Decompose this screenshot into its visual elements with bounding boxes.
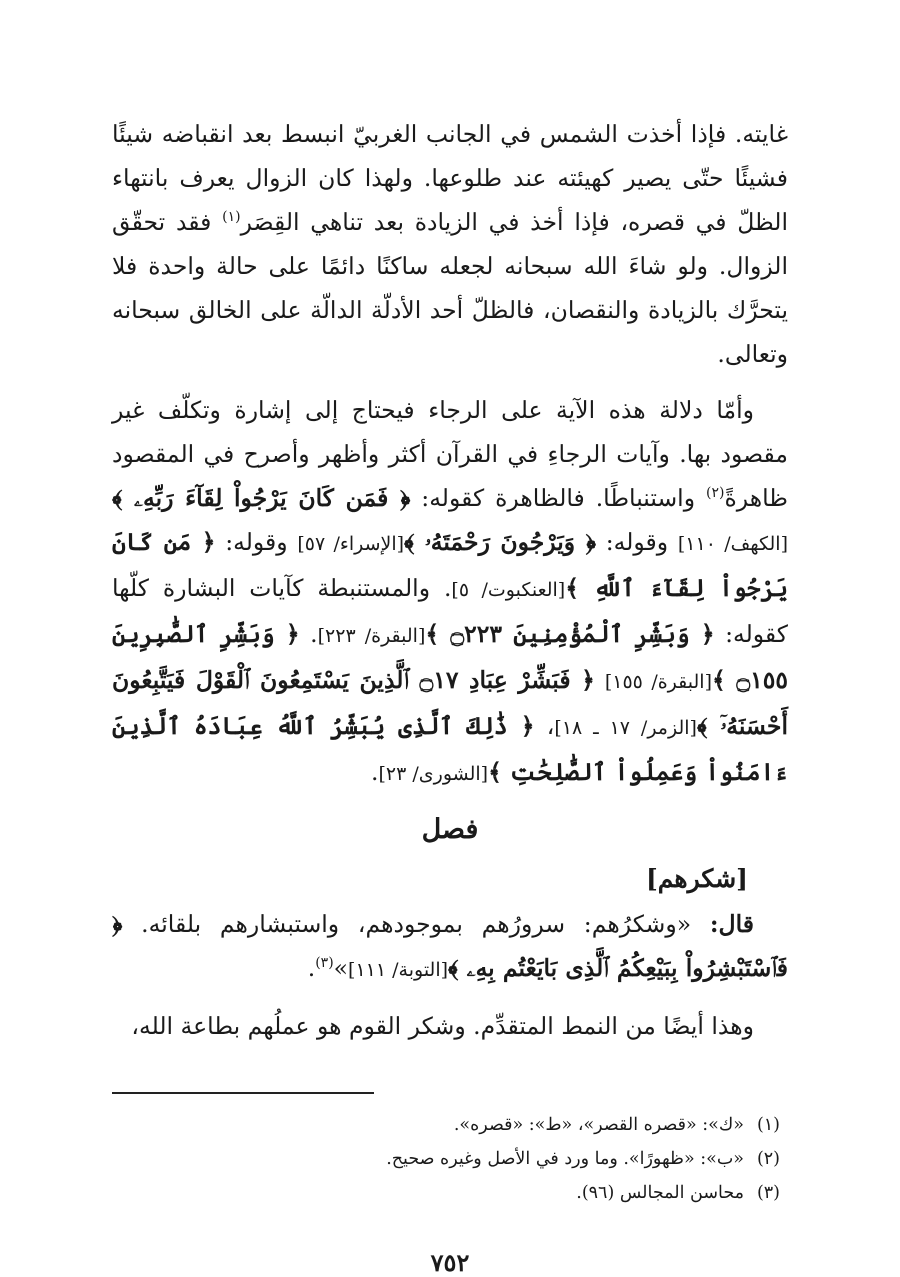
paragraph-text: » xyxy=(333,954,349,982)
footnote-marker-1[interactable]: (١) xyxy=(222,209,241,226)
footnotes xyxy=(112,1108,788,1210)
paragraph-text: «وشكرُهم: سرورُهم بموجودهم، واستبشارهم بلقائه. xyxy=(122,910,710,938)
paragraph-text: فقد تحقّق الزوال. ولو شاءَ الله سبحانه لجعله ساكنًا دائمًا على حالة واحدة فلا يتحرَّك بالزيادة والنقصان، فالظلّ أحد الأدلّة الدالّة على الخالق سبحانه وتعالى. xyxy=(112,208,788,368)
paragraph-text: واستنباطًا. فالظاهرة كقوله: xyxy=(410,484,706,512)
paragraph-text: وهذا أيضًا من النمط المتقدِّم. وشكر القوم هو عملُهم بطاعة الله، xyxy=(131,1012,754,1040)
footnote-number: (١) xyxy=(756,1115,780,1135)
footnote-marker-2[interactable]: (٢) xyxy=(705,485,725,502)
quran-quote: ﴿ وَبَشِّرِ ٱلصَّٰبِرِينَ ۝١٥٥ ﴾ xyxy=(112,620,788,694)
qal-label: قال: xyxy=(709,910,754,938)
paragraph-text: وقوله: xyxy=(215,528,298,556)
quran-quote: ﴿ ذَٰلِكَ ٱلَّذِى يُبَشِّرُ ٱللَّهُ عِبَادَهُ ٱلَّذِينَ ءَامَنُواْ وَعَمِلُواْ ٱلصَّٰلِحَٰتِ ﴾ xyxy=(112,712,788,786)
footnote-text: «ب»: «ظهورًا». وما ورد في الأصل وغيره صحيح. xyxy=(386,1149,744,1169)
paragraph-shukr-quote xyxy=(112,902,788,992)
footnote-text: محاسن المجالس (٩٦). xyxy=(576,1183,744,1203)
verse-reference: [البقرة/ ١٥٥] xyxy=(604,671,712,693)
paragraph-raja-verses xyxy=(112,388,788,796)
footnote-number: (٢) xyxy=(756,1149,780,1169)
section-heading: فصل xyxy=(421,814,479,845)
footnote-3 xyxy=(112,1176,788,1210)
quran-quote: ﴿ مَن كَانَ يَرْجُواْ لِقَآءَ ٱللَّهِ ﴾ xyxy=(112,528,788,602)
paragraph-namat xyxy=(112,1004,788,1048)
footnote-1 xyxy=(112,1108,788,1142)
quran-quote: ﴿ وَبَشِّرِ ٱلْمُؤْمِنِينَ ۝٢٢٣ ﴾ xyxy=(425,620,715,648)
paragraph-text: وقوله: xyxy=(596,528,678,556)
footnote-text: «ك»: «قصره القصر»، «ط»: «قصره». xyxy=(453,1115,744,1135)
quran-quote: ﴿ فَبَشِّرْ عِبَادِ ۝١٧ ٱلَّذِينَ يَسْتَمِعُونَ ٱلْقَوْلَ فَيَتَّبِعُونَ أَحْسَنَهُۥٓ ﴾ xyxy=(112,666,788,740)
section-subheading: [شكرهم] xyxy=(645,864,748,893)
paragraph-text: . xyxy=(299,620,318,648)
verse-reference: [التوبة/ ١١١] xyxy=(348,959,449,981)
page-number: ٧٥٢ xyxy=(430,1248,470,1277)
paragraph-text: وأمّا دلالة هذه الآية على الرجاء فيحتاج إلى إشارة وتكلّف غير مقصود بها. وآيات الرجاءِ في القرآن أكثر وأظهر وأصرح في المقصود ظاهرةً xyxy=(112,396,788,512)
verse-reference: [الزمر/ ١٧ ـ ١٨] xyxy=(554,717,697,739)
footnote-marker-3[interactable]: (٣) xyxy=(315,955,334,972)
paragraph-shadow-zawal xyxy=(112,112,788,376)
paragraph-text: ، xyxy=(534,712,555,740)
verse-reference: [الكهف/ ١١٠] xyxy=(677,533,789,555)
paragraph-text: . xyxy=(307,954,316,982)
verse-reference: [الإسراء/ ٥٧] xyxy=(297,533,405,555)
verse-reference: [البقرة/ ٢٢٣] xyxy=(317,625,426,647)
paragraph-text xyxy=(595,666,605,694)
verse-reference: [العنكبوت/ ٥] xyxy=(451,579,566,601)
footnote-2 xyxy=(112,1142,788,1176)
paragraph-text: غايته. فإذا أخذت الشمس في الجانب الغربيّ انبسط بعد انقباضه شيئًا فشيئًا حتّى يصير كهيئته عند طلوعها. ولهذا كان الزوال يعرف بانتهاء الظلّ في قصره، فإذا أخذ في الزيادة بعد تناهي القِصَر xyxy=(112,120,788,236)
paragraph-text: . والمستنبطة كآيات البشارة كلّها كقوله: xyxy=(112,574,788,648)
quran-quote: ﴿ فَٱسْتَبْشِرُواْ بِبَيْعِكُمُ ٱلَّذِى بَايَعْتُم بِهِۦ ﴾ xyxy=(112,910,788,982)
footnote-divider xyxy=(112,1092,374,1094)
paragraph-text: . xyxy=(371,758,379,786)
quran-quote: ﴿ فَمَن كَانَ يَرْجُواْ لِقَآءَ رَبِّهِۦ ﴾ xyxy=(112,484,411,512)
book-page xyxy=(112,112,789,1277)
verse-reference: [الشورى/ ٢٣] xyxy=(378,763,489,785)
quran-quote: ﴿ وَيَرْجُونَ رَحْمَتَهُۥ ﴾ xyxy=(404,528,596,556)
footnote-number: (٣) xyxy=(756,1183,780,1203)
